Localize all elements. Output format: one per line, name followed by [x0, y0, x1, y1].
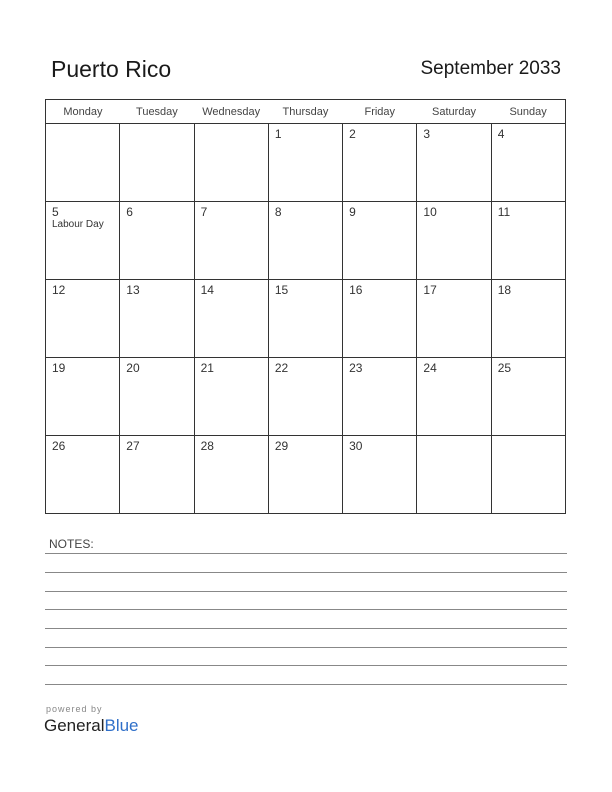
day-cell: [417, 280, 491, 358]
day-cell: [491, 124, 565, 202]
note-line: [45, 553, 567, 554]
day-cell: [46, 124, 120, 202]
day-number: 26: [52, 439, 66, 453]
day-cell: [268, 358, 342, 436]
day-number: 27: [126, 439, 140, 453]
holiday-label: Labour Day: [52, 219, 104, 230]
logo-general-text: General: [44, 716, 105, 735]
day-cell: [343, 436, 417, 514]
note-line: [45, 665, 567, 666]
day-cell: [268, 436, 342, 514]
day-number: 17: [423, 283, 437, 297]
day-number: 9: [349, 205, 356, 219]
day-cell: [194, 436, 268, 514]
day-cell: [268, 124, 342, 202]
week-row: [46, 280, 566, 358]
day-number: 14: [200, 283, 214, 297]
day-number: 28: [200, 439, 214, 453]
day-cell: [343, 202, 417, 280]
note-line: [45, 572, 567, 573]
day-number: 21: [200, 361, 214, 375]
day-number: 25: [497, 361, 512, 375]
day-number: 1: [274, 127, 282, 141]
day-cell: [491, 280, 565, 358]
day-number: 13: [126, 283, 140, 297]
day-cell: [268, 280, 342, 358]
day-number: 7: [200, 205, 208, 219]
country-title: Puerto Rico: [51, 56, 172, 82]
day-number: 10: [423, 205, 437, 219]
weekday-header: Wednesday: [194, 100, 268, 124]
logo-blue-text: Blue: [104, 716, 139, 735]
day-cell: [46, 280, 120, 358]
weekday-header: Monday: [46, 100, 120, 124]
note-line: [45, 684, 567, 685]
day-cell: [194, 358, 268, 436]
day-number: 18: [497, 283, 512, 297]
day-cell: [491, 202, 565, 280]
calendar-grid: [45, 99, 566, 514]
week-row: [46, 124, 566, 202]
day-number: 23: [349, 361, 363, 375]
day-cell: [417, 202, 491, 280]
week-row: [46, 202, 566, 280]
day-cell: [194, 280, 268, 358]
day-cell: [46, 358, 120, 436]
day-number: 29: [274, 439, 289, 453]
day-number: 6: [126, 205, 133, 219]
weekday-header: Friday: [343, 100, 417, 124]
day-cell: [268, 202, 342, 280]
day-cell: [343, 358, 417, 436]
notes-label: NOTES:: [49, 537, 94, 551]
generalblue-logo: [44, 716, 139, 736]
week-row: [46, 358, 566, 436]
weekday-header-row: [46, 100, 566, 124]
day-number: 3: [423, 127, 431, 141]
note-line: [45, 647, 567, 648]
day-number: 5: [52, 205, 59, 219]
day-number: 12: [52, 283, 66, 297]
day-cell: [120, 358, 194, 436]
day-cell: [491, 358, 565, 436]
day-cell: [194, 124, 268, 202]
day-cell: [417, 358, 491, 436]
note-line: [45, 609, 567, 610]
day-number: 2: [349, 127, 356, 141]
day-cell: [194, 202, 268, 280]
day-cell: [120, 280, 194, 358]
day-number: 19: [52, 361, 66, 375]
weekday-header: Saturday: [417, 100, 491, 124]
day-cell: [46, 202, 120, 280]
week-row: [46, 436, 566, 514]
day-cell: [120, 202, 194, 280]
weekday-header: Thursday: [268, 100, 342, 124]
day-number: 30: [349, 439, 363, 453]
day-number: 20: [126, 361, 140, 375]
day-cell: [417, 124, 491, 202]
month-title: September 2033: [420, 58, 561, 79]
day-number: 8: [274, 205, 282, 219]
day-cell: [491, 436, 565, 514]
day-number: 15: [274, 283, 289, 297]
day-cell: [120, 124, 194, 202]
day-number: 4: [497, 127, 505, 141]
day-number: 22: [274, 361, 289, 375]
note-line: [45, 628, 567, 629]
note-line: [45, 591, 567, 592]
day-cell: [343, 124, 417, 202]
day-cell: [120, 436, 194, 514]
weekday-header: Sunday: [491, 100, 565, 124]
day-cell: [46, 436, 120, 514]
powered-by-text: powered by: [46, 704, 103, 714]
day-number: 16: [349, 283, 363, 297]
day-cell: [343, 280, 417, 358]
day-number: 11: [497, 205, 511, 219]
day-cell: [417, 436, 491, 514]
weekday-header: Tuesday: [120, 100, 194, 124]
day-number: 24: [423, 361, 437, 375]
